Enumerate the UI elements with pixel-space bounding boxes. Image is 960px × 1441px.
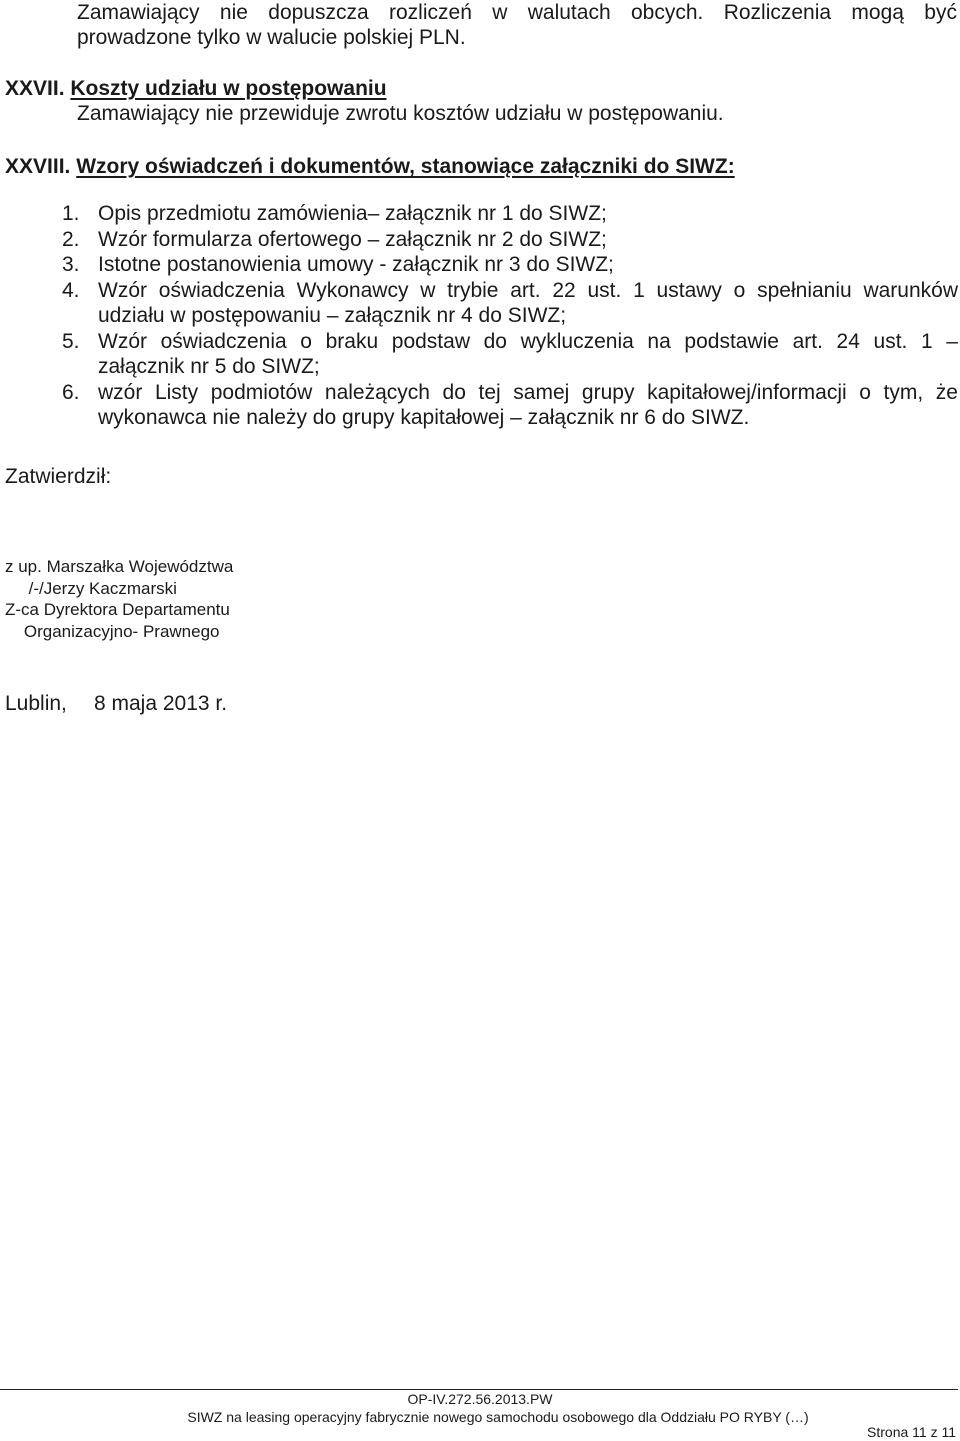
list-item [62, 201, 958, 227]
section-number: XXVII. [5, 77, 65, 100]
date: 8 maja 2013 r. [94, 692, 228, 715]
list-item [62, 227, 958, 253]
list-item-text: Opis przedmiotu zamówienia– załącznik nr 1 do SIWZ; [98, 202, 607, 225]
list-item-text: Wzór oświadczenia o braku podstaw do wykluczenia na podstawie art. 24 ust. 1 – [98, 329, 958, 353]
section-heading-xxviii [5, 154, 735, 179]
signature-line-2: /-/Jerzy Kaczmarski [5, 578, 177, 598]
list-item-number: 2. [62, 227, 80, 251]
list-item [62, 380, 958, 431]
intro-line-1: Zamawiający nie dopuszcza rozliczeń w walutach obcych. Rozliczenia mogą być [77, 1, 957, 24]
list-item [62, 329, 958, 380]
place: Lublin, [5, 692, 67, 715]
signature-line-3: Z-ca Dyrektora Departamentu [5, 600, 230, 619]
signature-block [5, 556, 233, 642]
list-item-text: wykonawca nie należy do grupy kapitałowej – załącznik nr 6 do SIWZ. [98, 406, 750, 429]
list-item-text: Wzór oświadczenia Wykonawcy w trybie art. 22 ust. 1 ustawy o spełnianiu warunków [98, 278, 958, 302]
footer-divider [0, 1389, 958, 1390]
list-item-text: załącznik nr 5 do SIWZ; [98, 355, 320, 378]
footer-reference-code: OP-IV.272.56.2013.PW [407, 1391, 553, 1407]
list-item [62, 252, 958, 278]
list-item-number: 3. [62, 253, 80, 276]
intro-line-2: prowadzone tylko w walucie polskiej PLN. [77, 26, 466, 49]
footer-description: SIWZ na leasing operacyjny fabrycznie nowego samochodu osobowego dla Oddziału PO RYBY (…) [187, 1409, 809, 1425]
list-item-number: 5. [62, 329, 80, 353]
place-date [5, 691, 227, 716]
section-title: Wzory oświadczeń i dokumentów, stanowiące załączniki do SIWZ: [76, 155, 735, 178]
list-item-number: 4. [62, 278, 80, 302]
signature-line-4: Organizacyjno- Prawnego [5, 621, 220, 641]
list-item [62, 278, 958, 329]
list-item-text: Istotne postanowienia umowy - załącznik nr 3 do SIWZ; [98, 253, 614, 276]
section-number: XXVIII. [5, 155, 71, 178]
list-item-text: Wzór formularza ofertowego – załącznik nr 2 do SIWZ; [98, 227, 607, 251]
list-item-text: udziału w postępowaniu – załącznik nr 4 do SIWZ; [98, 304, 567, 327]
approved-label: Zatwierdził: [5, 465, 112, 488]
page-number: Strona 11 z 11 [867, 1424, 956, 1440]
list-item-number: 6. [62, 380, 80, 404]
section-heading-xxvii [5, 76, 387, 101]
attachments-list [62, 201, 958, 431]
section-title: Koszty udziału w postępowaniu [70, 77, 387, 100]
intro-paragraph [77, 0, 957, 50]
signature-line-1: z up. Marszałka Województwa [5, 557, 234, 576]
list-item-number: 1. [62, 202, 80, 225]
list-item-text: wzór Listy podmiotów należących do tej samej grupy kapitałowej/informacji o tym, że [98, 380, 958, 404]
section-text-xxvii: Zamawiający nie przewiduje zwrotu kosztów udziału w postępowaniu. [77, 102, 724, 125]
